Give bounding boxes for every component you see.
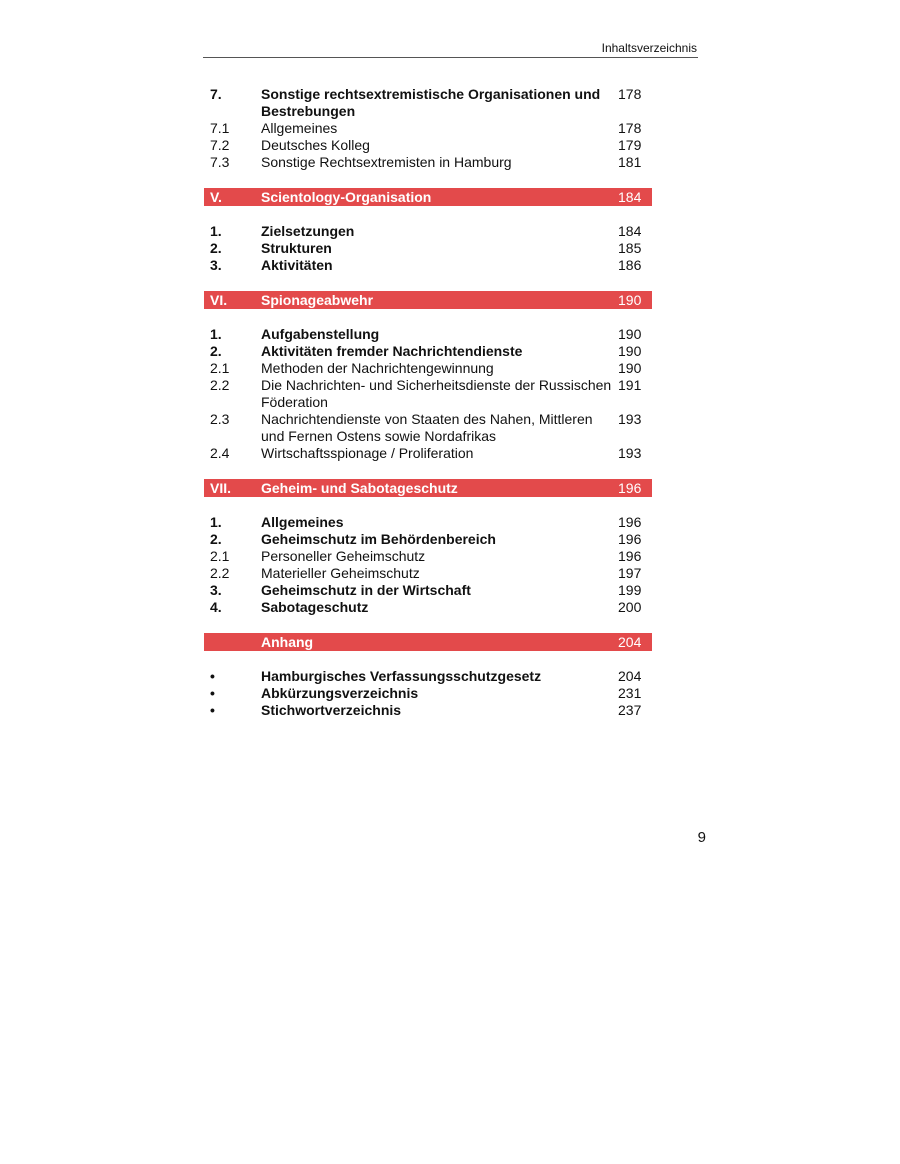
toc-entry [204, 702, 652, 719]
entry-num: • [210, 685, 215, 701]
toc-entry [204, 685, 652, 702]
section-spacer [204, 497, 652, 514]
toc-entry [204, 154, 652, 171]
entry-page: 184 [618, 223, 642, 239]
toc-entry [204, 445, 652, 462]
entry-num: 2.2 [210, 565, 230, 581]
toc-entry [204, 86, 652, 120]
entry-num: 2.3 [210, 411, 230, 427]
toc-section [204, 86, 652, 171]
entry-page: 196 [618, 531, 642, 547]
toc-entry [204, 531, 652, 548]
entry-num: 2.2 [210, 377, 230, 393]
entry-title: Allgemeines [261, 514, 344, 530]
toc-entry [204, 411, 652, 445]
toc-entry [204, 257, 652, 274]
entry-title: Geheimschutz in der Wirtschaft [261, 582, 471, 598]
entry-page: 190 [618, 360, 642, 376]
chapter-title: Geheim- und Sabotageschutz [261, 480, 458, 496]
entry-title: Materieller Geheimschutz [261, 565, 420, 581]
toc-entry [204, 326, 652, 343]
entry-title: Zielsetzungen [261, 223, 355, 239]
entry-page: 191 [618, 377, 642, 393]
entry-num: 3. [210, 257, 222, 273]
entry-num: 2. [210, 343, 222, 359]
section-spacer [204, 206, 652, 223]
toc-section [204, 171, 652, 274]
entry-page: 185 [618, 240, 642, 256]
entry-page: 190 [618, 343, 642, 359]
entry-page: 237 [618, 702, 642, 718]
chapter-banner [204, 291, 652, 309]
entry-page: 197 [618, 565, 642, 581]
chapter-title: Anhang [261, 634, 314, 650]
entry-title: Aktivitäten fremder Nachrichtendienste [261, 343, 523, 359]
toc-entry [204, 668, 652, 685]
entry-num: 7.3 [210, 154, 230, 170]
entry-page: 231 [618, 685, 642, 701]
entry-page: 179 [618, 137, 642, 153]
entry-num: 1. [210, 223, 222, 239]
chapter-num: VII. [210, 480, 232, 496]
chapter-banner [204, 188, 652, 206]
section-spacer [204, 651, 652, 668]
section-spacer [204, 171, 652, 188]
entry-title: Wirtschaftsspionage / Proliferation [261, 445, 474, 461]
toc-entry [204, 514, 652, 531]
entry-num: 7.2 [210, 137, 230, 153]
entry-num: 2. [210, 531, 222, 547]
chapter-banner [204, 479, 652, 497]
toc-entry [204, 223, 652, 240]
entry-title: Hamburgisches Verfassungsschutzgesetz [261, 668, 542, 684]
entry-title: Sonstige rechtsextremistische Organisationen und Bestrebungen [261, 86, 601, 119]
running-header: Inhaltsverzeichnis [601, 41, 697, 55]
section-spacer [204, 309, 652, 326]
entry-title: Deutsches Kolleg [261, 137, 370, 153]
toc-entry [204, 137, 652, 154]
entry-page: 186 [618, 257, 642, 273]
entry-page: 193 [618, 411, 642, 427]
toc-entry [204, 377, 652, 411]
entry-title: Die Nachrichten- und Sicherheitsdienste der Russischen Föderation [261, 377, 612, 410]
table-of-contents [204, 86, 652, 719]
entry-title: Allgemeines [261, 120, 338, 136]
chapter-banner [204, 633, 652, 651]
entry-title: Methoden der Nachrichtengewinnung [261, 360, 494, 376]
chapter-title: Scientology-Organisation [261, 189, 432, 205]
toc-entry [204, 582, 652, 599]
entry-num: 1. [210, 514, 222, 530]
entry-num: 7.1 [210, 120, 230, 136]
chapter-page: 204 [618, 634, 642, 650]
chapter-num: V. [210, 189, 222, 205]
toc-entry [204, 599, 652, 616]
entry-page: 190 [618, 326, 642, 342]
toc-section [204, 462, 652, 616]
entry-title: Strukturen [261, 240, 332, 256]
toc-entry [204, 360, 652, 377]
entry-page: 196 [618, 548, 642, 564]
entry-title: Geheimschutz im Behördenbereich [261, 531, 496, 547]
entry-title: Nachrichtendienste von Staaten des Nahen, Mittleren und Fernen Ostens sowie Nordafrikas [261, 411, 593, 444]
entry-page: 204 [618, 668, 642, 684]
toc-section [204, 616, 652, 719]
entry-title: Stichwortverzeichnis [261, 702, 402, 718]
entry-page: 181 [618, 154, 642, 170]
toc-entry [204, 565, 652, 582]
entry-num: 7. [210, 86, 222, 102]
entry-num: 3. [210, 582, 222, 598]
chapter-page: 196 [618, 480, 642, 496]
entry-num: 2.1 [210, 360, 230, 376]
toc-entry [204, 343, 652, 360]
section-spacer [204, 462, 652, 479]
entry-page: 178 [618, 120, 642, 136]
toc-entry [204, 240, 652, 257]
entry-num: 4. [210, 599, 222, 615]
entry-num: • [210, 702, 215, 718]
chapter-page: 184 [618, 189, 642, 205]
section-spacer [204, 616, 652, 633]
entry-num: • [210, 668, 215, 684]
entry-title: Sabotageschutz [261, 599, 369, 615]
entry-title: Aktivitäten [261, 257, 333, 273]
entry-title: Sonstige Rechtsextremisten in Hamburg [261, 154, 512, 170]
entry-page: 200 [618, 599, 642, 615]
entry-num: 2.1 [210, 548, 230, 564]
toc-section [204, 274, 652, 462]
chapter-num: VI. [210, 292, 228, 308]
chapter-page: 190 [618, 292, 642, 308]
toc-entry [204, 548, 652, 565]
entry-title: Personeller Geheimschutz [261, 548, 426, 564]
header-rule [203, 57, 698, 58]
entry-page: 196 [618, 514, 642, 530]
entry-page: 178 [618, 86, 642, 102]
entry-num: 2.4 [210, 445, 230, 461]
toc-entry [204, 120, 652, 137]
chapter-title: Spionageabwehr [261, 292, 374, 308]
entry-title: Aufgabenstellung [261, 326, 380, 342]
entry-title: Abkürzungsverzeichnis [261, 685, 419, 701]
entry-num: 2. [210, 240, 222, 256]
page-number: 9 [697, 829, 706, 846]
entry-num: 1. [210, 326, 222, 342]
section-spacer [204, 274, 652, 291]
entry-page: 199 [618, 582, 642, 598]
entry-page: 193 [618, 445, 642, 461]
